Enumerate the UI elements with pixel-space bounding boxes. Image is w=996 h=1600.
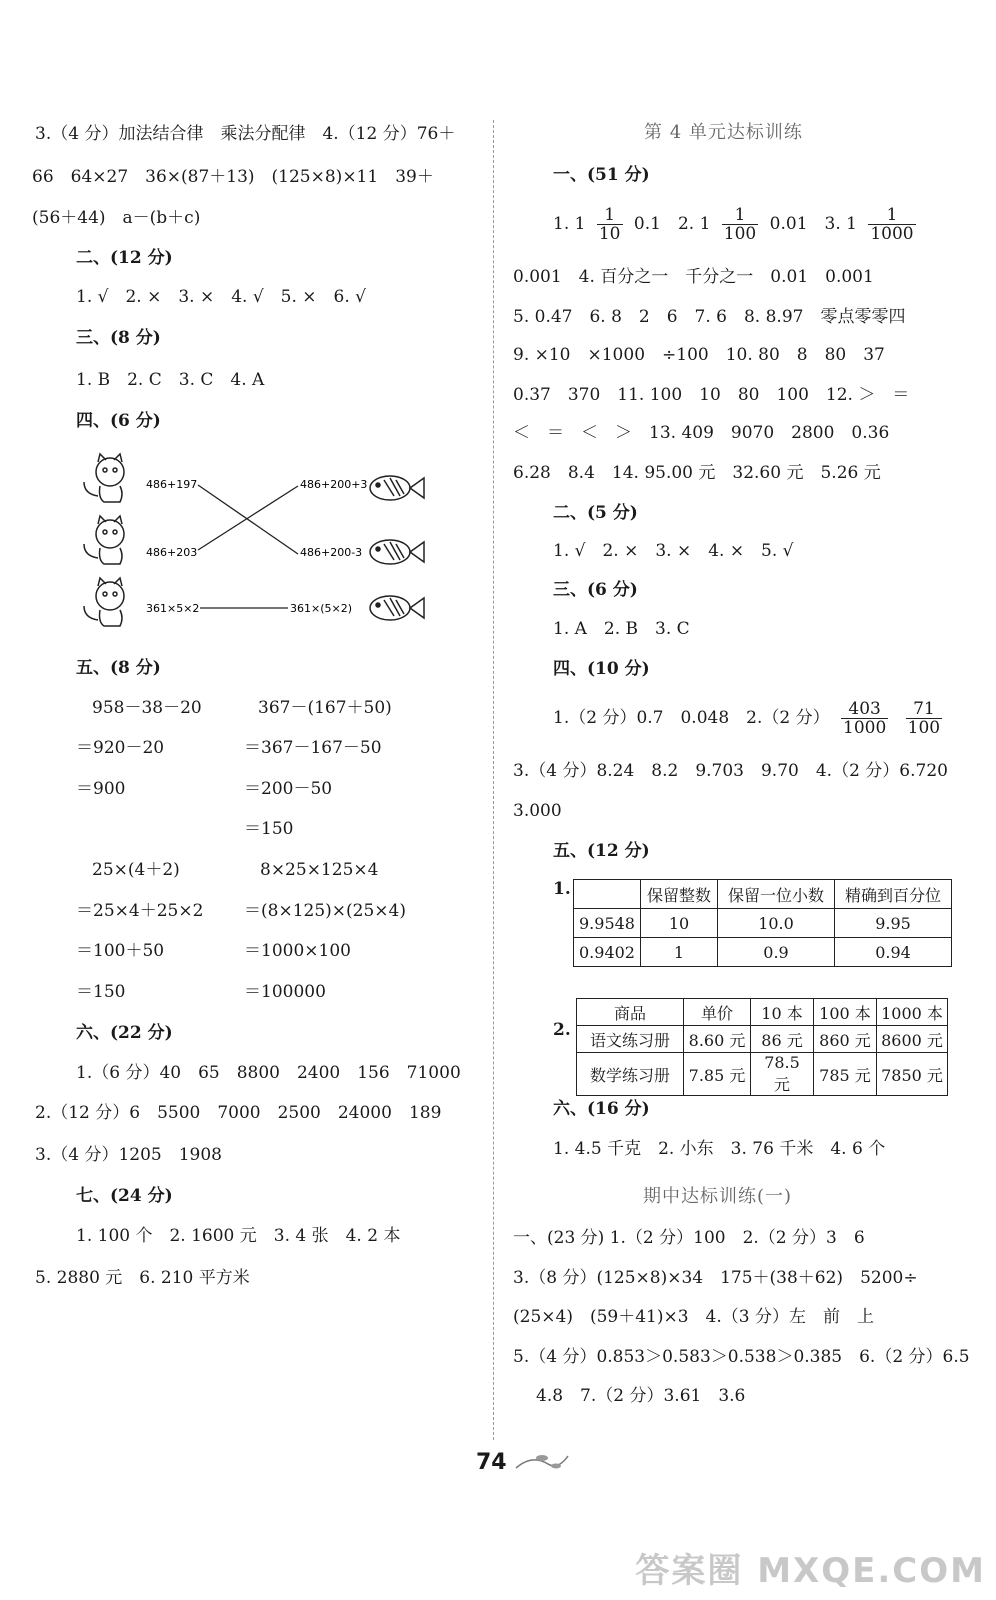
answer-line: 1. √ 2. × 3. × 4. √ 5. × 6. √ bbox=[76, 287, 366, 307]
section-heading: 一、(51 分) bbox=[553, 165, 650, 185]
table-cell: 7850 元 bbox=[877, 1053, 948, 1096]
table-header-row bbox=[577, 999, 948, 1026]
match-expr: 486+197 bbox=[146, 478, 198, 491]
calc-step: ＝920－20 bbox=[76, 738, 165, 758]
answer-line: 一、(23 分) 1.（2 分）100 2.（2 分）3 6 bbox=[513, 1228, 865, 1248]
unit-title: 第 4 单元达标训练 bbox=[644, 122, 803, 143]
table-cell: 785 元 bbox=[814, 1053, 877, 1096]
table-cell: 保留一位小数 bbox=[718, 880, 835, 909]
price-table bbox=[576, 998, 948, 1096]
fish-icon bbox=[370, 476, 424, 500]
section-heading: 六、(16 分) bbox=[553, 1099, 650, 1119]
table-cell: 商品 bbox=[577, 999, 684, 1026]
fraction-numerator: 1 bbox=[868, 206, 915, 225]
answer-line: 1. 4.5 千克 2. 小东 3. 76 千米 4. 6 个 bbox=[553, 1139, 886, 1159]
leaf-ornament-icon bbox=[512, 1446, 572, 1476]
calc-step: ＝200－50 bbox=[244, 779, 333, 799]
answer-line: 0.001 4. 百分之一 千分之一 0.01 0.001 bbox=[513, 267, 874, 287]
fraction bbox=[722, 206, 758, 243]
answer-text: 1. 1 bbox=[553, 214, 586, 234]
table-label: 2. bbox=[553, 1020, 571, 1040]
fish-icon bbox=[370, 540, 424, 564]
section-heading: 三、(8 分) bbox=[76, 328, 161, 348]
answer-text: 1.（2 分）0.7 0.048 2.（2 分） bbox=[553, 708, 830, 728]
answer-line: (56＋44) a－(b＋c) bbox=[32, 208, 201, 228]
calc-step: ＝(8×125)×(25×4) bbox=[244, 901, 406, 921]
match-expr: 486+200-3 bbox=[300, 546, 363, 559]
table-cell: 1000 本 bbox=[877, 999, 948, 1026]
table-cell: 78.5 元 bbox=[751, 1053, 814, 1096]
table-cell: 100 本 bbox=[814, 999, 877, 1026]
calc-step: 25×(4＋2) bbox=[92, 860, 180, 880]
answer-line: 9. ×10 ×1000 ÷100 10. 80 8 80 37 bbox=[513, 345, 885, 365]
table-cell: 0.94 bbox=[835, 938, 952, 967]
section-heading: 三、(6 分) bbox=[553, 580, 638, 600]
answer-line: 1.（6 分）40 65 8800 2400 156 71000 bbox=[76, 1063, 461, 1083]
calc-step: ＝150 bbox=[244, 819, 294, 839]
table-cell: 10.0 bbox=[718, 909, 835, 938]
table-cell: 8.60 元 bbox=[684, 1026, 751, 1053]
fraction-denominator: 1000 bbox=[870, 224, 914, 244]
table-label: 1. bbox=[553, 879, 571, 899]
calc-step: 958－38－20 bbox=[92, 698, 202, 718]
calc-step: ＝1000×100 bbox=[244, 941, 351, 961]
fraction bbox=[906, 700, 942, 737]
table-cell: 精确到百分位 bbox=[835, 880, 952, 909]
match-expr: 486+200+3 bbox=[300, 478, 368, 491]
column-divider bbox=[493, 120, 494, 1440]
section-heading: 七、(24 分) bbox=[76, 1186, 173, 1206]
match-expr: 361×5×2 bbox=[146, 602, 200, 615]
answer-line: 3.（4 分）加法结合律 乘法分配律 4.（12 分）76＋ bbox=[35, 124, 456, 144]
fish-icon bbox=[370, 596, 424, 620]
answer-line: 3.（4 分）8.24 8.2 9.703 9.70 4.（2 分）6.720 bbox=[513, 761, 948, 781]
section-heading: 四、(10 分) bbox=[553, 659, 650, 679]
section-heading: 四、(6 分) bbox=[76, 411, 161, 431]
answer-line: 6.28 8.4 14. 95.00 元 32.60 元 5.26 元 bbox=[513, 463, 881, 483]
table-cell: 0.9 bbox=[718, 938, 835, 967]
table-header-row bbox=[574, 880, 952, 909]
answer-line: 3.（4 分）1205 1908 bbox=[35, 1145, 222, 1165]
table-cell: 单价 bbox=[684, 999, 751, 1026]
section-heading: 六、(22 分) bbox=[76, 1023, 173, 1043]
fraction-numerator: 1 bbox=[597, 206, 623, 225]
section-heading: 五、(12 分) bbox=[553, 841, 650, 861]
cat-icon bbox=[84, 516, 124, 564]
answer-text: 0.01 3. 1 bbox=[769, 214, 857, 234]
answer-line: 1. A 2. B 3. C bbox=[553, 619, 690, 639]
table-cell: 保留整数 bbox=[641, 880, 718, 909]
table-cell: 语文练习册 bbox=[577, 1026, 684, 1053]
table-cell: 10 bbox=[641, 909, 718, 938]
table-row bbox=[577, 1026, 948, 1053]
fraction-numerator: 71 bbox=[906, 700, 942, 719]
unit-title: 期中达标训练(一) bbox=[643, 1186, 793, 1207]
answer-line: 3.000 bbox=[513, 801, 562, 821]
table-cell: 数学练习册 bbox=[577, 1053, 684, 1096]
table-cell: 9.9548 bbox=[574, 909, 641, 938]
answer-line: 66 64×27 36×(87＋13) (125×8)×11 39＋ bbox=[32, 167, 434, 187]
table-cell: 86 元 bbox=[751, 1026, 814, 1053]
answer-line: (25×4) (59＋41)×3 4.（3 分）左 前 上 bbox=[513, 1307, 874, 1327]
page-number: 74 bbox=[476, 1450, 507, 1475]
matching-diagram bbox=[70, 450, 430, 645]
fraction-denominator: 100 bbox=[723, 224, 757, 244]
answer-line-fractions bbox=[553, 698, 948, 738]
section-heading: 二、(12 分) bbox=[76, 248, 173, 268]
match-expr: 361×(5×2) bbox=[290, 602, 353, 615]
fraction bbox=[868, 206, 915, 243]
cat-icon bbox=[84, 578, 124, 626]
answer-line: 3.（8 分）(125×8)×34 175＋(38＋62) 5200÷ bbox=[513, 1268, 918, 1288]
table-row bbox=[574, 909, 952, 938]
table-cell: 10 本 bbox=[751, 999, 814, 1026]
table-cell: 7.85 元 bbox=[684, 1053, 751, 1096]
section-heading: 二、(5 分) bbox=[553, 503, 638, 523]
answer-line: 5. 2880 元 6. 210 平方米 bbox=[35, 1268, 250, 1288]
table-cell: 9.95 bbox=[835, 909, 952, 938]
table-cell: 0.9402 bbox=[574, 938, 641, 967]
calc-step: ＝100＋50 bbox=[76, 941, 165, 961]
answer-line-fractions bbox=[553, 204, 922, 244]
answer-line: 5. 0.47 6. 8 2 6 7. 6 8. 8.97 零点零零四 bbox=[513, 307, 906, 327]
calc-step: 8×25×125×4 bbox=[260, 860, 379, 880]
fraction-denominator: 1000 bbox=[843, 718, 887, 738]
answer-line: 5.（4 分）0.853＞0.583＞0.538＞0.385 6.（2 分）6.5 bbox=[513, 1347, 970, 1367]
calc-step: ＝100000 bbox=[244, 982, 326, 1002]
fraction-numerator: 403 bbox=[841, 700, 888, 719]
calc-step: ＝25×4＋25×2 bbox=[76, 901, 204, 921]
table-row bbox=[577, 1053, 948, 1096]
fraction-denominator: 100 bbox=[907, 718, 941, 738]
fraction bbox=[597, 206, 623, 243]
fraction-denominator: 10 bbox=[598, 224, 621, 244]
rounding-table bbox=[573, 879, 952, 967]
calc-step: 367－(167＋50) bbox=[258, 698, 392, 718]
fraction-numerator: 1 bbox=[722, 206, 758, 225]
answer-line: 1. B 2. C 3. C 4. A bbox=[76, 370, 265, 390]
match-expr: 486+203 bbox=[146, 546, 198, 559]
table-cell: 1 bbox=[641, 938, 718, 967]
answer-line: 4.8 7.（2 分）3.61 3.6 bbox=[536, 1386, 746, 1406]
calc-step: ＝900 bbox=[76, 779, 126, 799]
cat-icon bbox=[84, 454, 124, 502]
calc-step: ＝150 bbox=[76, 982, 126, 1002]
calc-step: ＝367－167－50 bbox=[244, 738, 382, 758]
answer-line: 0.37 370 11. 100 10 80 100 12. ＞ ＝ bbox=[513, 385, 910, 405]
table-row bbox=[574, 938, 952, 967]
section-heading: 五、(8 分) bbox=[76, 658, 161, 678]
answer-line: 1. 100 个 2. 1600 元 3. 4 张 4. 2 本 bbox=[76, 1226, 401, 1246]
answer-line: ＜ ＝ ＜ ＞ 13. 409 9070 2800 0.36 bbox=[513, 423, 890, 443]
answer-text: 0.1 2. 1 bbox=[633, 214, 711, 234]
fraction bbox=[841, 700, 888, 737]
answer-line: 1. √ 2. × 3. × 4. × 5. √ bbox=[553, 541, 794, 561]
answer-line: 2.（12 分）6 5500 7000 2500 24000 189 bbox=[35, 1103, 442, 1123]
table-cell: 860 元 bbox=[814, 1026, 877, 1053]
table-cell: 8600 元 bbox=[877, 1026, 948, 1053]
watermark: 答案圈 MXQE.COM bbox=[635, 1551, 986, 1591]
table-cell bbox=[574, 880, 641, 909]
